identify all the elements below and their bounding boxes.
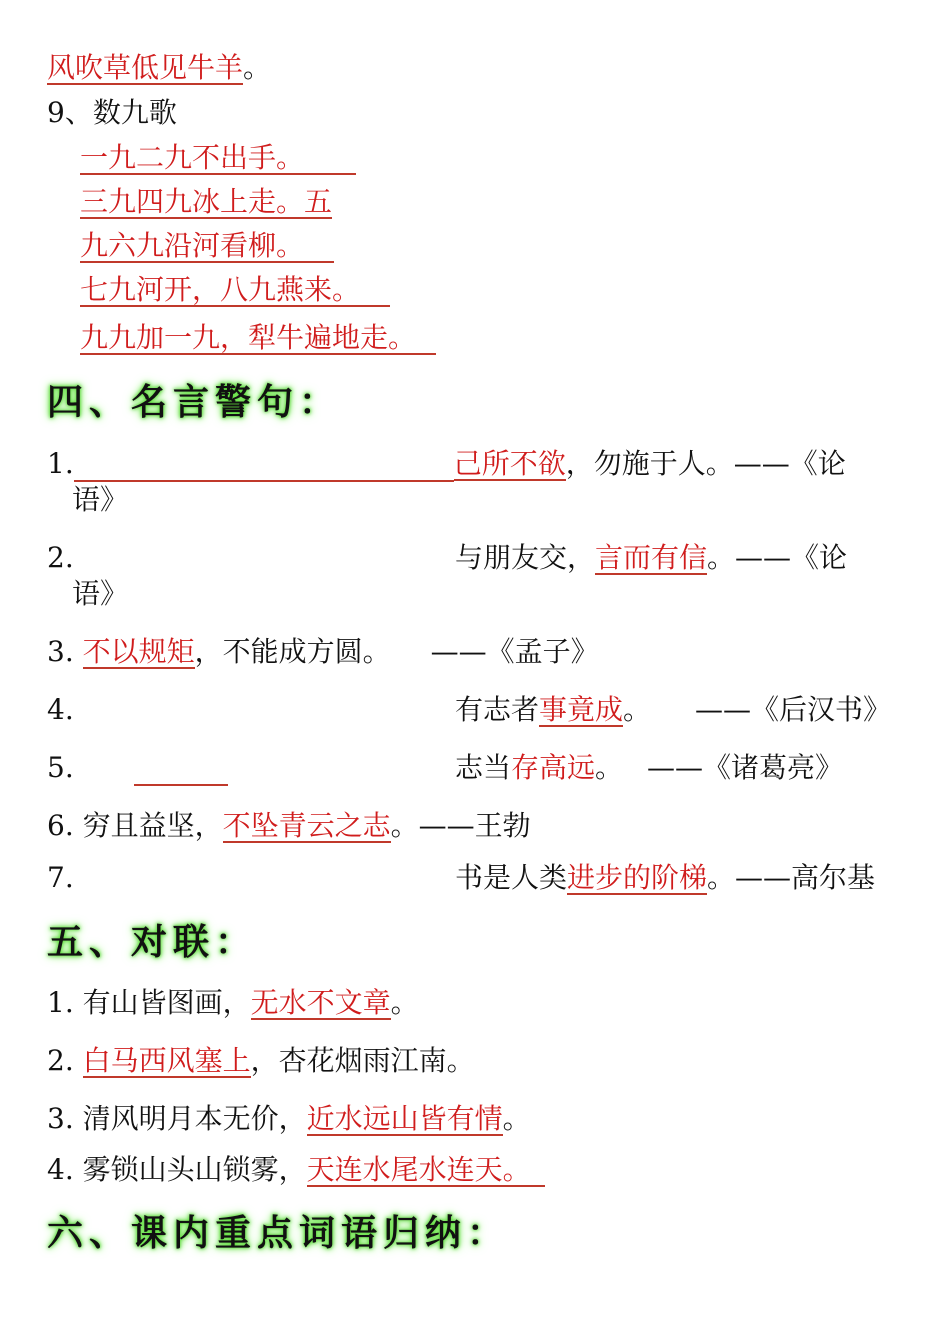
section-heading-vocabulary: 六、课内重点词语归纳：: [47, 1213, 510, 1254]
quote-item-2-wrap: 语》: [72, 577, 129, 610]
couplet-item-2: 2. 白马西风塞上，杏花烟雨江南。: [47, 1044, 475, 1077]
quote-item-1: 1. 己所不欲，勿施于人。——《论: [47, 447, 846, 480]
quote-item-7: 7.: [47, 861, 74, 894]
blank: [74, 450, 454, 482]
poem-line: [47, 50, 271, 86]
couplet-item-1: 1. 有山皆图画，无水不文章。: [47, 986, 419, 1019]
couplet-item-4: 4. 雾锁山头山锁雾，天连水尾水连天。: [47, 1152, 545, 1188]
quote-item-2: 2.: [47, 541, 74, 574]
quote-item-7-text: 书是人类进步的阶梯。——高尔基: [455, 861, 876, 894]
song-line-2: 三九四九冰上走。五: [80, 185, 333, 218]
song-line-1: 一九二九不出手。: [80, 140, 356, 176]
quote-item-5-text: 志当存高远。 ——《诸葛亮》: [455, 751, 844, 784]
quote-item-5: 5.: [47, 750, 228, 786]
quote-item-4: 4.: [47, 693, 74, 726]
blank: [134, 754, 228, 786]
quote-item-6: 6. 穷且益坚，不坠青云之志。——王勃: [47, 809, 531, 842]
song-line-4: 七九河开，八九燕来。: [80, 272, 390, 308]
punct: 。: [243, 51, 272, 84]
quote-item-4-text: 有志者事竟成。 ——《后汉书》: [455, 693, 892, 726]
song-line-5: 九九加一九，犁牛遍地走。: [80, 320, 436, 356]
quote-item-3: 3. 不以规矩，不能成方圆。 ——《孟子》: [47, 635, 599, 668]
quote-item-2-text: 与朋友交，言而有信。——《论: [455, 541, 848, 574]
answer-text: 风吹草低见牛羊: [47, 51, 244, 84]
song-line-3: 九六九沿河看柳。: [80, 228, 334, 264]
quote-item-1-wrap: 语》: [72, 483, 129, 516]
section-heading-couplets: 五、对联：: [47, 922, 258, 963]
couplet-item-3: 3. 清风明月本无价，近水远山皆有情。: [47, 1102, 531, 1135]
section-heading-quotes: 四、名言警句：: [47, 382, 342, 423]
song-title: 9、数九歌: [47, 96, 177, 129]
